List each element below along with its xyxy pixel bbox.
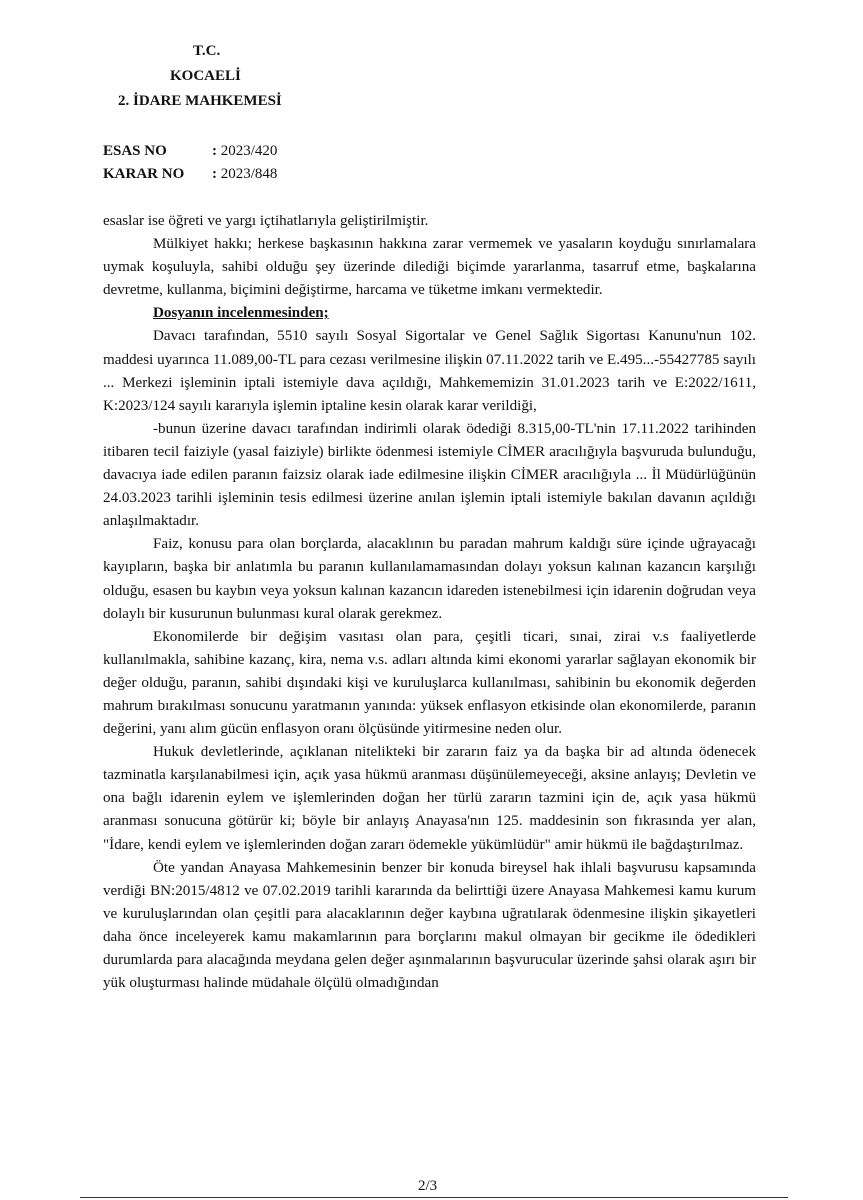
header-court: 2. İDARE MAHKEMESİ bbox=[118, 93, 282, 109]
paragraph-8: Öte yandan Anayasa Mahkemesinin benzer bir konuda bireysel hak ihlali başvurusu kapsamında verdiği BN:2015/4812 ve 07.02.2019 tarihli kararında da belirttiği üzere Anayasa Mahkemesi kamu kurum ve kuruluşlarından olan çeşitli para alacaklarının değer kaybına uğratılarak ödenmesine ilişkin şikayetleri daha önce inceleyerek kamu makamlarının para borçlarını makul olmayan bir gecikme ile ödedikleri durumlarda para alacağında meydana gelen değer aşınmalarının başvurucular üzerinde şahsi olarak aşırı bir yük oluşturması halinde müdahale ölçülü olmadığından bbox=[103, 859, 756, 992]
document-body bbox=[103, 210, 756, 995]
paragraph-3: Davacı tarafından, 5510 sayılı Sosyal Sigortalar ve Genel Sağlık Sigortası Kanunu'nun 102. maddesi uyarınca 11.089,00-TL para cezası verilmesine ilişkin 07.11.2022 tarih ve E.495...-55427785 sayılı ... Merkezi işleminin iptali istemiyle dava açıldığı, Mahkememizin 31.01.2023 tarih ve E:2022/1611, K:2023/124 sayılı kararıyla işlemin iptaline kesin olarak karar verildiği, bbox=[103, 328, 756, 414]
section-heading: Dosyanın incelenmesinden; bbox=[153, 305, 329, 322]
footer-divider bbox=[80, 1197, 788, 1198]
karar-no-row bbox=[103, 166, 277, 183]
paragraph-7: Hukuk devletlerinde, açıklanan nitelikteki bir zararın faiz ya da başka bir ad altında ödenecek tazminatla karşılanabilmesi için, açık yasa hükmü aranması düşünülemeyeceği, aksine anlayış; Devletin ve ona bağlı idarenin eylem ve işlemlerinden doğan her türlü zararın tazmini için de, açık yasa hükmü aranması sonucuna götürür ki; böyle bir anlayış Anayasa'nın 125. maddesinin son fıkrasında yer alan, "İdare, kendi eylem ve işlemlerinden doğan zararı ödemekle yükümlüdür" amir hükmü ile bağdaştırılmaz. bbox=[103, 744, 756, 853]
esas-no-value: 2023/420 bbox=[220, 143, 278, 159]
karar-no-value: 2023/848 bbox=[220, 166, 278, 182]
paragraph-5: Faiz, konusu para olan borçlarda, alacaklının bu paradan mahrum kaldığı süre içinde uğrayacağı kayıpların, başka bir anlatımla bu paranın kullanılamamasından dolayı yoksun kalınan kazancın karşılığı olduğu, esasen bu kaybın veya yoksun kalınan kazancın idareden istenebilmesi için idarenin doğrudan veya dolaylı bir kusurunun bulunması kural olarak gerekmez. bbox=[103, 536, 756, 622]
header-city: KOCAELİ bbox=[170, 68, 241, 84]
page-number: 2/3 bbox=[418, 1178, 438, 1194]
esas-no-separator: : bbox=[212, 143, 217, 159]
esas-no-row bbox=[103, 143, 277, 160]
esas-no-label: ESAS NO bbox=[103, 143, 167, 159]
paragraph-4: -bunun üzerine davacı tarafından indirimli olarak ödediği 8.315,00-TL'nin 17.11.2022 tarihinden itibaren tecil faiziyle (yasal faiziyle) birlikte ödenmesi istemiyle CİMER aracılığıyla başvuruda bulunduğu, davacıya iade edilen paranın faizsiz olarak iade edilmesine ilişkin CİMER aracılığıyla ... İl Müdürlüğünün 24.03.2023 tarihli işleminin tesis edilmesi üzerine anılan işlemin iptali istemiyle bakılan davanın açıldığı anlaşılmaktadır. bbox=[103, 420, 756, 530]
paragraph-1: esaslar ise öğreti ve yargı içtihatlarıyla geliştirilmiştir. bbox=[103, 213, 429, 229]
header-tc: T.C. bbox=[193, 43, 221, 59]
karar-no-separator: : bbox=[212, 166, 217, 182]
karar-no-label: KARAR NO bbox=[103, 166, 185, 182]
paragraph-2: Mülkiyet hakkı; herkese başkasının hakkına zarar vermemek ve yasaların koyduğu sınırlamalara uymak koşuluyla, sahibi olduğu şey üzerinde dilediği biçimde yararlanma, tasarruf etme, başkalarına devretme, kullanma, biçimini değiştirme, harcama ve tüketme imkanı vermektedir. bbox=[103, 236, 756, 299]
paragraph-6: Ekonomilerde bir değişim vasıtası olan para, çeşitli ticari, sınai, zirai v.s faaliyetlerde kullanılmakla, sahibine kazanç, kira, nema v.s. adları altında kimi ekonomi yararlar sağlayan ekonomik bir değer olduğu, paranın, sahibi dışındaki kişi ve kuruluşlarca kullanılması, sahibinin bu ekonomik değerden mahrum bırakılması sonucunu yaratmanın yanında: yüksek enflasyon etkisinde olan ekonomilerde, paranın değerini, yanı alım gücün enflasyon oranı ölçüsünde yitirmesine neden olur. bbox=[103, 628, 756, 738]
